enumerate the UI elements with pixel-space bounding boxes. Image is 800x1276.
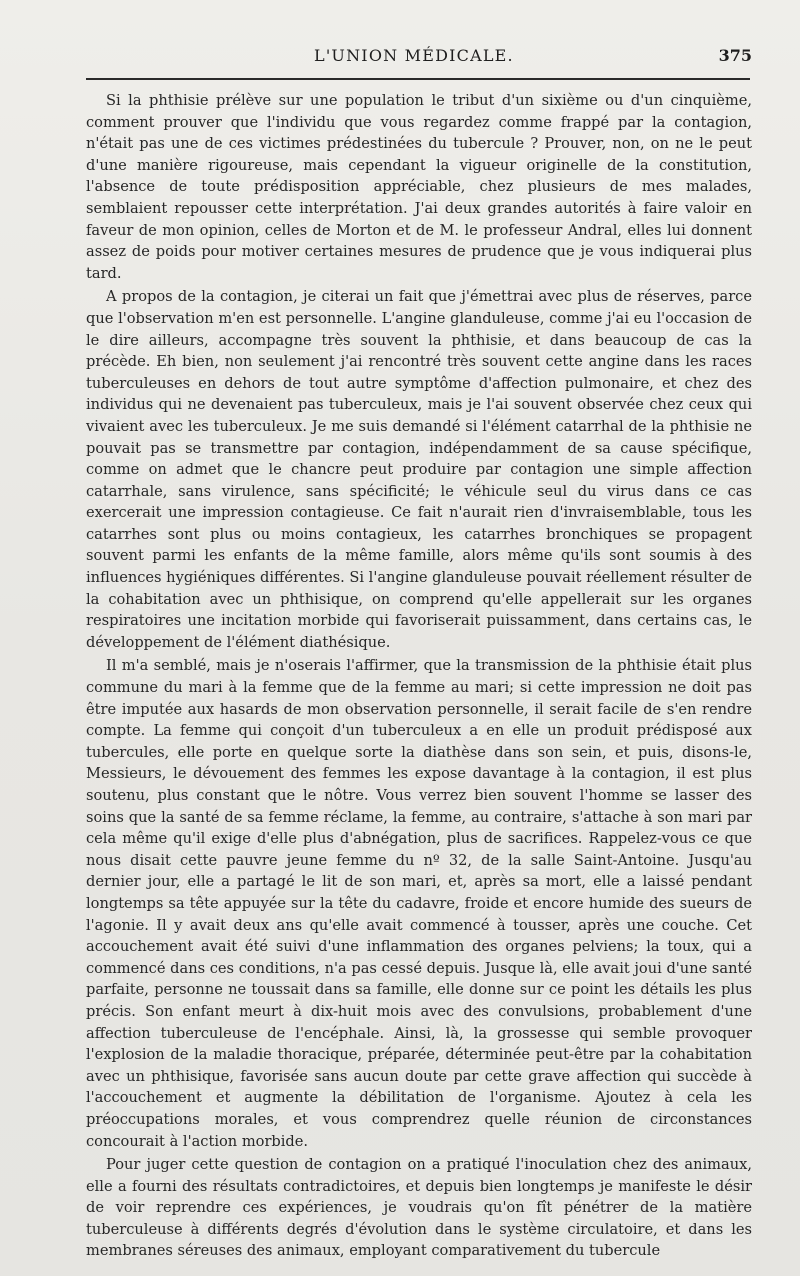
paragraph-4: Pour juger cette question de contagion on a pratiqué l'inoculation chez des animaux, elle a fourni des résultats contradictoires, et depuis bien longtemps je manifeste le désir de voir reprendre ces expériences, je voudrais qu'on fît pénétrer de la matière tuberculeuse à différents degrés d'évolution dans le système circulatoire, et dans les membranes séreuses des animaux, employant comparativement du tubercule — [86, 1156, 752, 1260]
header-rule — [86, 78, 750, 80]
running-title: L'UNION MÉDICALE. — [314, 46, 514, 65]
paragraph-3: Il m'a semblé, mais je n'oserais l'affirmer, que la transmission de la phthisie était plus commune du mari à la femme que de la femme au mari; si cette impression ne doit pas être imputée aux hasards de mon observation personnelle, il serait facile de s'en rendre compte. La femme qui conçoit d'un tuberculeux a en elle un produit prédisposé aux tubercules, elle porte en quelque sorte la diathèse dans son sein, et puis, disons-le, Messieurs, le dévouement des femmes les expose davantage à la contagion, il est plus soutenu, plus constant que le nôtre. Vous verrez bien souvent l'homme se lasser des soins que la santé de sa femme réclame, la femme, au contraire, s'attache à son mari par cela même qu'il exige d'elle plus d'abnégation, plus de sacrifices. Rappelez-vous ce que nous disait cette pauvre jeune femme du nº 32, de la salle Saint-Antoine. Jusqu'au dernier jour, elle a partagé le lit de son mari, et, après sa mort, elle a laissé pendant longtemps sa tête appuyée sur la tête du cadavre, froide et encore humide des sueurs de l'agonie. Il y avait deux ans qu'elle avait commencé à tousser, après une couche. Cet accouchement avait été suivi d'une inflammation des organes pelviens; la toux, qui a commencé dans ces conditions, n'a pas cessé depuis. Jusque là, elle avait joui d'une santé parfaite, personne ne toussait dans sa famille, elle donne sur ce point les détails les plus précis. Son enfant meurt à dix-huit mois avec des convulsions, probablement d'une affection tuberculeuse de l'encéphale. Ainsi, là, la grossesse qui semble provoquer l'explosion de la maladie thoracique, préparée, déterminée peut-être par la cohabitation avec un phthisique, favorisée sans aucun doute par cette grave affection qui succède à l'accouchement et augmente la débilitation de l'organisme. Ajoutez à cela les préoccupations morales, et vous comprendrez quelle réunion de circonstances concourait à l'action morbide. — [86, 657, 752, 1150]
page-number: 375 — [718, 46, 752, 65]
paragraph-1: Si la phthisie prélève sur une population le tribut d'un sixième ou d'un cinquième, comment prouver que l'individu que vous regardez comme frappé par la contagion, n'était pas une de ces victimes prédestinées du tubercule ? Prouver, non, on ne le peut d'une manière rigoureuse, mais cependant la vigueur originelle de la constitution, l'absence de toute prédisposition appréciable, chez plusieurs de mes malades, semblaient repousser cette interprétation. J'ai deux grandes autorités à faire valoir en faveur de mon opinion, celles de Morton et de M. le professeur Andral, elles lui donnent assez de poids pour motiver certaines mesures de prudence que je vous indiquerai plus tard. — [86, 92, 752, 282]
page-header — [86, 46, 756, 70]
paragraph-2: A propos de la contagion, je citerai un fait que j'émettrai avec plus de réserves, parce que l'observation m'en est personnelle. L'angine glanduleuse, comme j'ai eu l'occasion de le dire ailleurs, accompagne très souvent la phthisie, et dans beaucoup de cas la précède. Eh bien, non seulement j'ai rencontré très souvent cette angine dans les races tuberculeuses en dehors de tout autre symptôme d'affection pulmonaire, et chez des individus qui ne devenaient pas tuberculeux, mais je l'ai souvent observée chez ceux qui vivaient avec les tuberculeux. Je me suis demandé si l'élément catarrhal de la phthisie ne pouvait pas se transmettre par contagion, indépendamment de sa cause spécifique, comme on admet que le chancre peut produire par contagion une simple affection catarrhale, sans virulence, sans spécificité; le véhicule seul du virus dans ce cas exercerait une impression contagieuse. Ce fait n'aurait rien d'invraisemblable, tous les catarrhes sont plus ou moins contagieux, les catarrhes bronchiques se propagent souvent parmi les enfants de la même famille, alors même qu'ils sont soumis à des influences hygiéniques différentes. Si l'angine glanduleuse pouvait réellement résulter de la cohabitation avec un phthisique, on comprend qu'elle appellerait sur les organes respiratoires une incitation morbide qui favoriserait puissamment, dans certains cas, le développement de l'élément diathésique. — [86, 288, 752, 651]
body-text — [86, 90, 752, 1264]
